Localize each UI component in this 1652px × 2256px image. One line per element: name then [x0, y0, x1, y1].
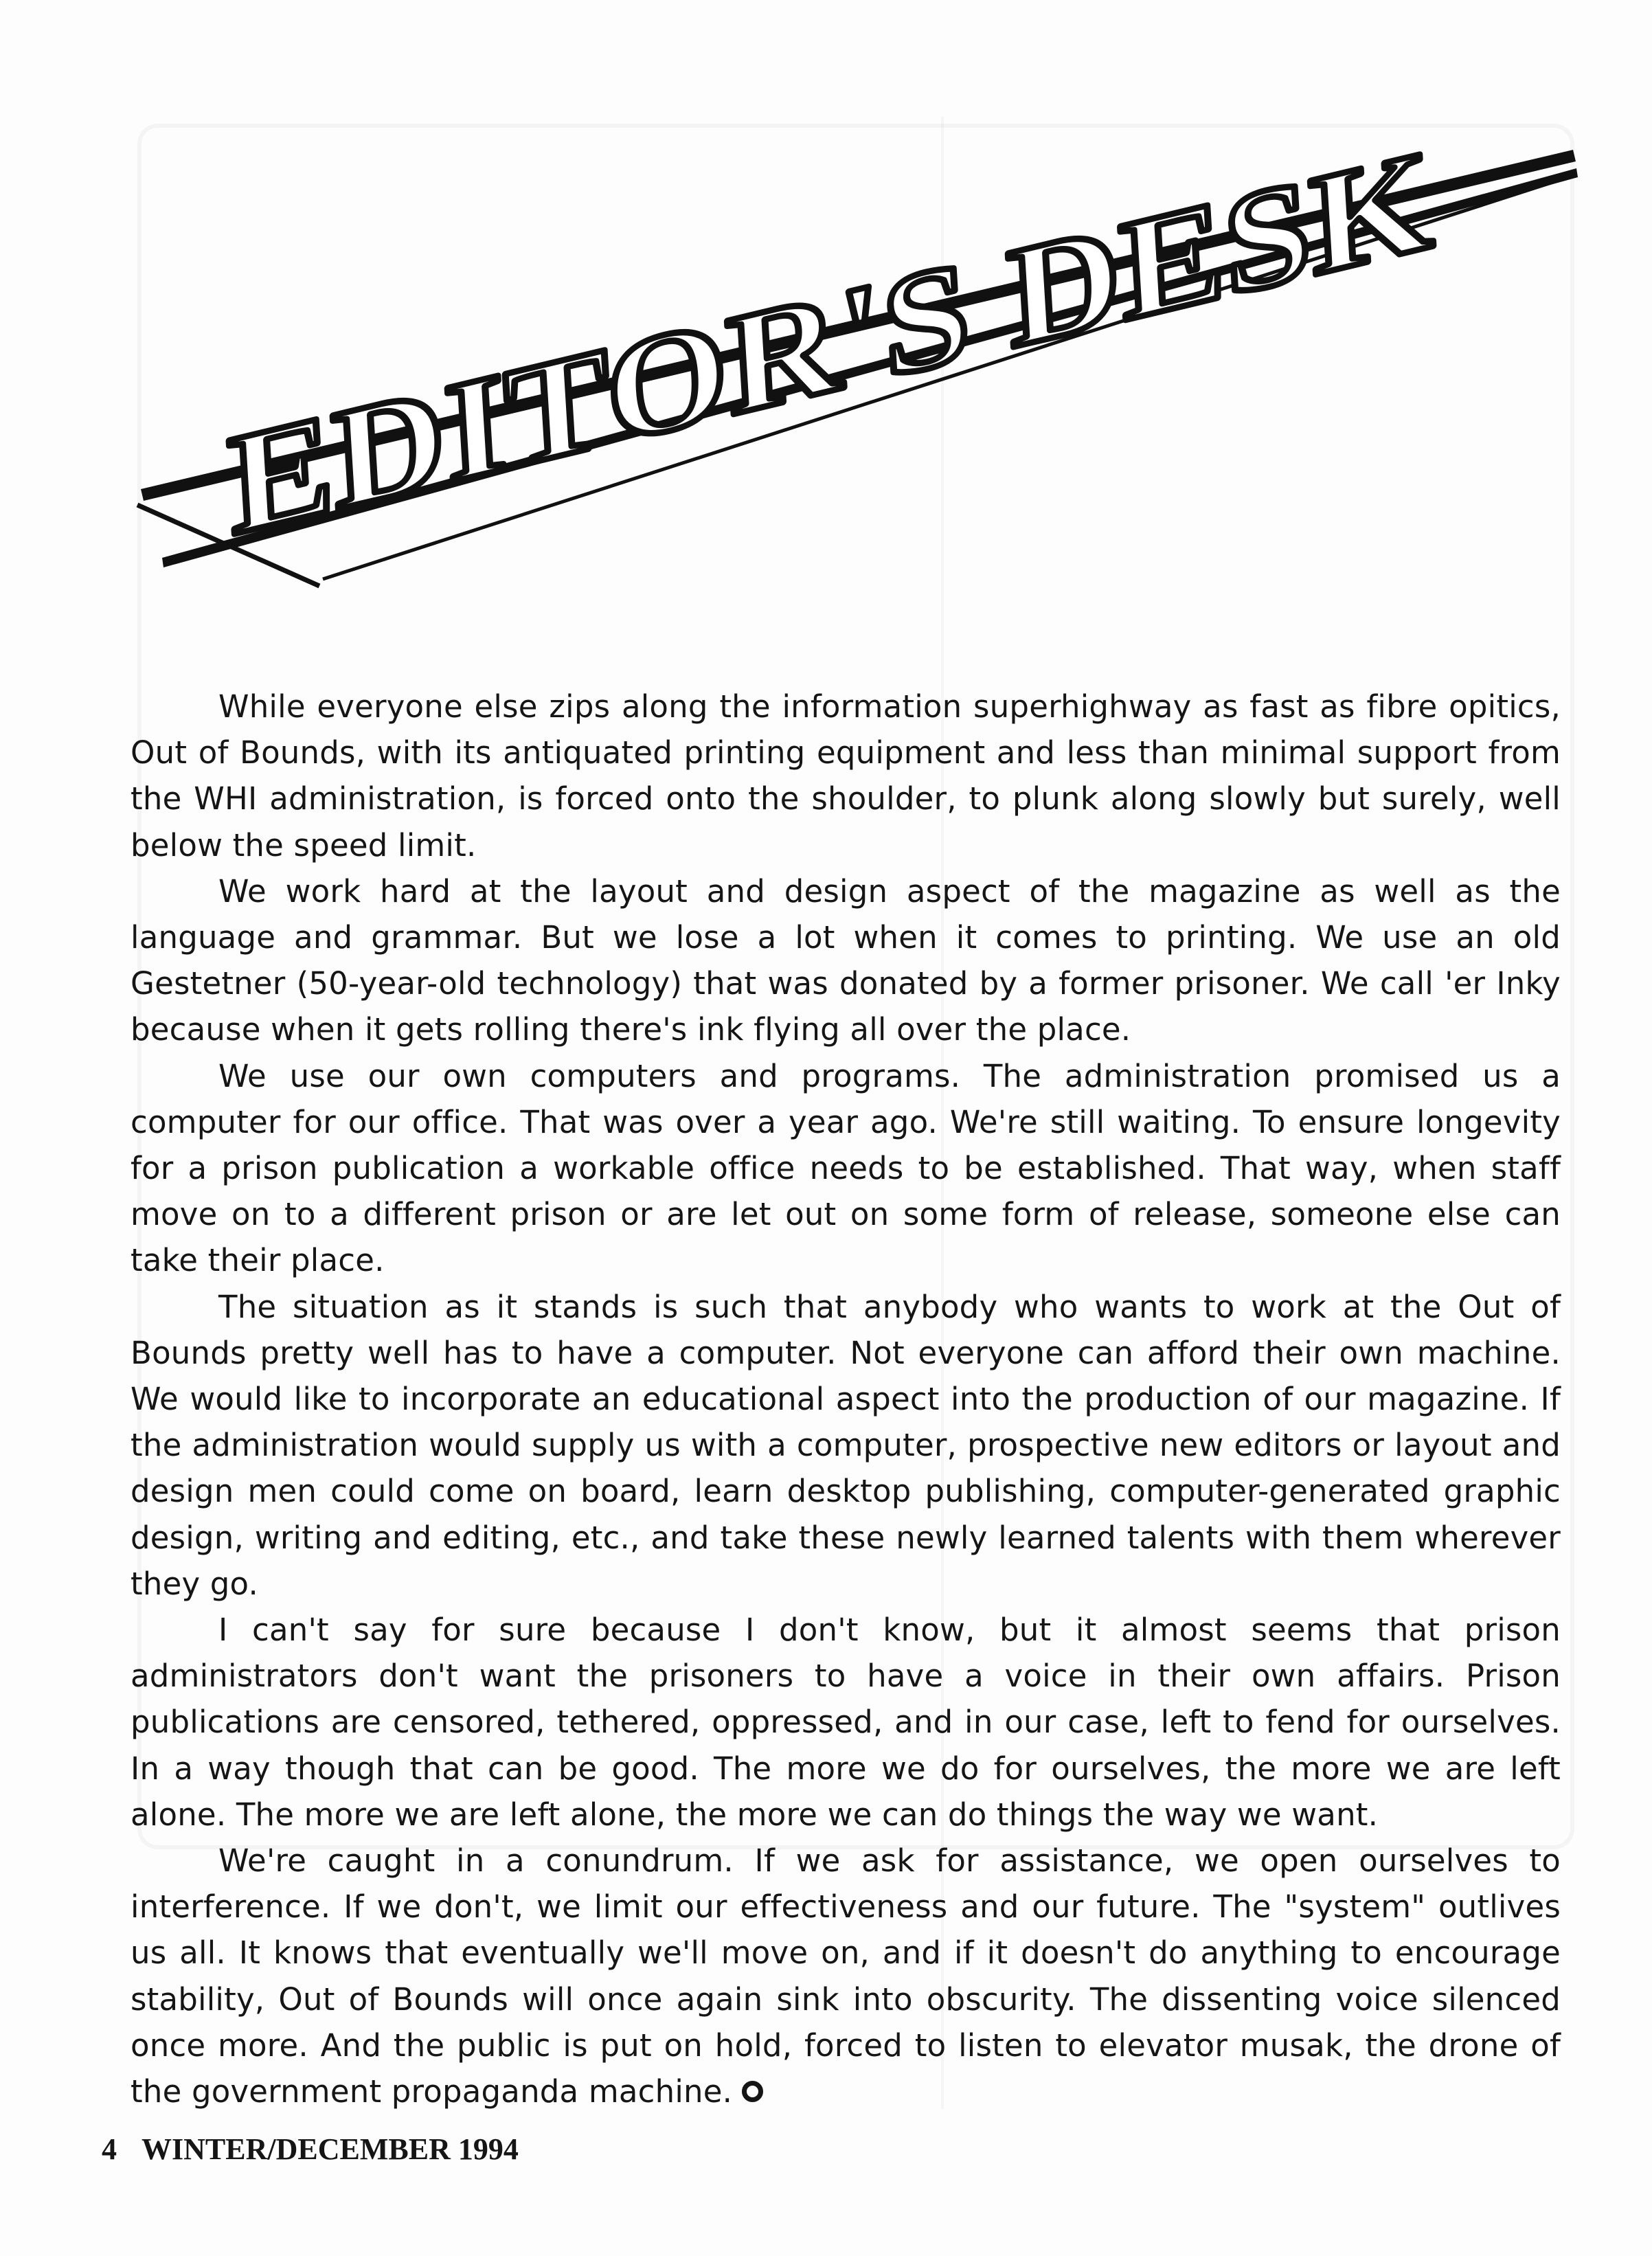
end-of-article-mark-icon [742, 2081, 763, 2102]
masthead [0, 0, 1652, 618]
article-paragraph: I can't say for sure because I don't know, but it almost seems that prison administrators don't want the prisoners to have a voice in their own affairs. Prison publications are censored, tethered, oppressed, and in our case, left to fend for ourselves. In a way though that can be good. The more we do for ourselves, the more we are left alone. The more we are left alone, the more we can do things the way we want. [131, 1612, 1561, 1833]
page-number: 4 [102, 2132, 117, 2166]
issue-date: WINTER/DECEMBER 1994 [142, 2132, 519, 2166]
page-footer [102, 2132, 519, 2167]
article-paragraph-text: We're caught in a conundrum. If we ask for assistance, we open ourselves to interference. If we don't, we limit our effectiveness and our future. The "system" outlives us all. It knows that eventually we'll move on, and if it doesn't do anything to encourage stability, Out of Bounds will once again sink into obscurity. The dissenting voice silenced once more. And the public is put on hold, forced to listen to elevator musak, the drone of the government propaganda machine. [131, 1842, 1561, 2110]
article-paragraph: While everyone else zips along the information superhighway as fast as fibre opitics, Out of Bounds, with its antiquated printing equipment and less than minimal support from the WHI administration, is forced onto the shoulder, to plunk along slowly but surely, well below the speed limit. [131, 688, 1561, 864]
article-last-paragraph [131, 1838, 1561, 2114]
masthead-graphic [0, 0, 1652, 618]
masthead-title: EDITOR'S DESK [224, 153, 1293, 566]
editorial-article [131, 684, 1561, 2114]
article-paragraph: The situation as it stands is such that anybody who wants to work at the Out of Bounds pretty well has to have a computer. Not everyone can afford their own machine. We would like to incorporate an educational aspect into the production of our magazine. If the administration would supply us with a computer, prospective new editors or layout and design men could come on board, learn desktop publishing, computer-generated graphic design, writing and editing, etc., and take these newly learned talents with them wherever they go. [131, 1288, 1561, 1602]
article-paragraph: We use our own computers and programs. The administration promised us a computer for our office. That was over a year ago. We're still waiting. To ensure longevity for a prison publication a workable office needs to be established. That way, when staff move on to a different prison or are let out on some form of release, someone else can take their place. [131, 1057, 1561, 1279]
article-paragraph: We work hard at the layout and design aspect of the magazine as well as the language and grammar. But we lose a lot when it comes to printing. We use an old Gestetner (50-year-old technology) that was donated by a former prisoner. We call 'er Inky because when it gets rolling there's ink flying all over the place. [131, 872, 1561, 1048]
